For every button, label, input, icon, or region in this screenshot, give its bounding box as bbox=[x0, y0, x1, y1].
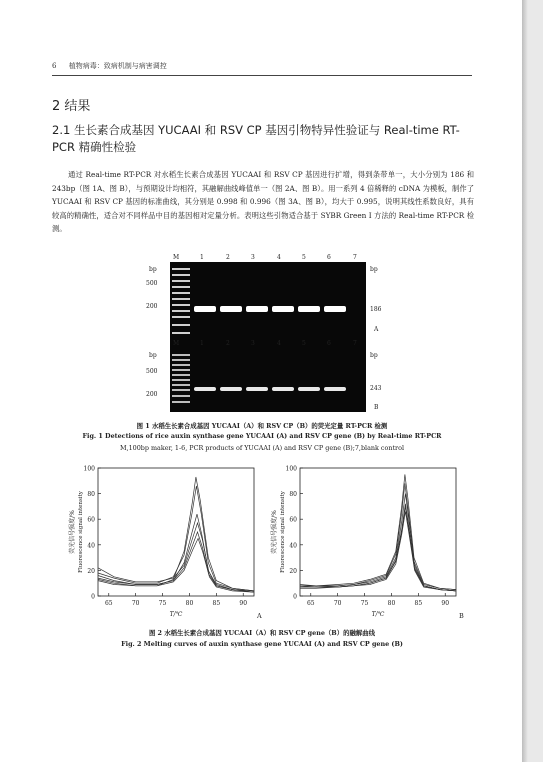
pcr-band bbox=[298, 387, 320, 391]
y-axis-label-cn: 荧光信号强度/% bbox=[271, 510, 278, 554]
lane-label: 2 bbox=[226, 254, 230, 261]
lane-label: 2 bbox=[226, 340, 230, 347]
y-tick-label: 60 bbox=[87, 516, 95, 524]
y-tick-label: 100 bbox=[285, 465, 297, 473]
ladder-band bbox=[172, 310, 190, 312]
ladder-label: 200 bbox=[146, 391, 158, 398]
x-tick-label: 70 bbox=[131, 600, 140, 607]
bp-label-right-a: bp bbox=[370, 266, 378, 273]
ladder-label: 500 bbox=[146, 280, 158, 287]
pcr-band bbox=[220, 306, 242, 312]
x-axis-label: T/℃ bbox=[371, 611, 385, 618]
melting-curve-plot-a bbox=[54, 462, 264, 622]
x-tick-label: 65 bbox=[306, 600, 315, 607]
fig1-caption-en: Fig. 1 Detections of rice auxin synthase gene YUCAAI (A) and RSV CP gene (B) by Real-time RT-PCR bbox=[82, 432, 442, 440]
bp-label-left-b: bp bbox=[149, 352, 157, 359]
x-tick-label: 80 bbox=[387, 600, 396, 607]
section-heading: 2 结果 bbox=[52, 99, 91, 114]
pcr-band bbox=[272, 387, 294, 391]
fig2-caption-en: Fig. 2 Melting curves of auxin synthase gene YUCAAI (A) and RSV CP gene (B) bbox=[121, 640, 403, 648]
lane-label: 6 bbox=[327, 254, 331, 261]
lane-label: 3 bbox=[251, 340, 255, 347]
ladder-band bbox=[172, 292, 190, 294]
gel-image-b bbox=[170, 349, 366, 412]
pcr-band bbox=[324, 306, 346, 312]
lane-label: M bbox=[173, 340, 180, 347]
page-shadow bbox=[522, 0, 528, 762]
melting-curve-series bbox=[98, 532, 254, 592]
lane-label: 5 bbox=[302, 254, 306, 261]
body-paragraph: 通过 Real-time RT-PCR 对水稻生长素合成基因 YUCAAI 和 RSV CP 基因进行扩增，得到条带单一，大小分别为 186 和 243bp（图 1A、图 B），与预期设计均相符，其融解曲线峰值单一（图 2A、图 B）。用一系列 4 倍稀释的 cDNA 为模板，制作了 YUCAAI 和 RSV CP 基因的标准曲线，其分别是 0.998 和 0.996（图 3A、图 B），均大于 0.995，说明其线性系数良好，具有较高的精确性，适合对不同样品中目的基因相对定量分析。表明这些引物适合基于 SYBR Green I 方法的 Real-time RT-PCR 检测。 bbox=[52, 170, 474, 233]
melting-curve-series bbox=[98, 523, 254, 591]
lane-label: 1 bbox=[200, 254, 204, 261]
bp-label-right-b: bp bbox=[370, 352, 378, 359]
y-tick-label: 0 bbox=[91, 593, 95, 601]
fig1-caption-cn: 图 1 水稻生长素合成基因 YUCAAI（A）和 RSV CP（B）的荧光定量 RT-PCR 检测 bbox=[136, 422, 388, 430]
melting-curve-series bbox=[300, 483, 456, 589]
x-tick-label: 75 bbox=[158, 600, 167, 607]
panel-label-a: A bbox=[374, 326, 379, 333]
ladder-band bbox=[172, 274, 190, 276]
y-tick-label: 40 bbox=[289, 542, 297, 550]
ladder-band bbox=[172, 324, 190, 326]
band-size-label-b: 243 bbox=[370, 385, 382, 392]
lane-label: 4 bbox=[277, 254, 281, 261]
pcr-band bbox=[324, 387, 346, 391]
melting-curve-series bbox=[300, 494, 456, 591]
bp-label-left-a: bp bbox=[149, 266, 157, 273]
melting-curve-series bbox=[300, 474, 456, 589]
ladder-band bbox=[172, 401, 190, 403]
ladder-band bbox=[172, 286, 190, 288]
pcr-band bbox=[194, 306, 216, 312]
y-tick-label: 40 bbox=[87, 542, 95, 550]
fig1-caption-note: M,100bp maker, 1-6, PCR products of YUCAAI (A) and RSV CP gene (B);7,blank control bbox=[120, 444, 404, 452]
ladder-band bbox=[172, 332, 190, 334]
melting-curve-plot-b bbox=[256, 462, 466, 622]
x-axis-label: T/℃ bbox=[169, 611, 183, 618]
ladder-band bbox=[172, 354, 190, 356]
y-axis-label-en: Fluorescence signal intensity bbox=[280, 491, 286, 573]
pcr-band bbox=[272, 306, 294, 312]
x-tick-label: 80 bbox=[185, 600, 194, 607]
y-tick-label: 100 bbox=[83, 465, 95, 473]
lane-label: 1 bbox=[200, 340, 204, 347]
ladder-band bbox=[172, 359, 190, 361]
lane-label: 7 bbox=[353, 254, 357, 261]
header-rule bbox=[52, 75, 472, 76]
page-number: 6 bbox=[52, 62, 57, 70]
y-tick-label: 20 bbox=[289, 567, 297, 575]
book-title: 植物病毒：致病机制与病害调控 bbox=[68, 62, 167, 70]
fig2-caption-cn: 图 2 水稻生长素合成基因 YUCAAI（A）和 RSV CP gene（B）的融解曲线 bbox=[148, 629, 376, 637]
ladder-band bbox=[172, 379, 190, 381]
ladder-band bbox=[172, 395, 190, 397]
ladder-band bbox=[172, 268, 190, 270]
ladder-band bbox=[172, 364, 190, 366]
ladder-band bbox=[172, 384, 190, 386]
ladder-band bbox=[172, 316, 190, 318]
lane-label: 5 bbox=[302, 340, 306, 347]
x-tick-label: 75 bbox=[360, 600, 369, 607]
melting-curve-series bbox=[98, 477, 254, 591]
ladder-label: 500 bbox=[146, 368, 158, 375]
subsection-heading: 2.1 生长素合成基因 YUCAAI 和 RSV CP 基因引物特异性验证与 Real-time RT-PCR 精确性检验 bbox=[52, 123, 460, 154]
pcr-band bbox=[246, 387, 268, 391]
y-tick-label: 80 bbox=[289, 491, 297, 499]
ladder-band bbox=[172, 304, 190, 306]
melting-curve-series bbox=[98, 514, 254, 592]
gel-image-a bbox=[170, 262, 366, 349]
x-tick-label: 85 bbox=[212, 600, 221, 607]
ladder-band bbox=[172, 389, 190, 391]
pcr-band bbox=[298, 306, 320, 312]
lane-label: 7 bbox=[353, 340, 357, 347]
lane-label: M bbox=[173, 254, 180, 261]
band-size-label-a: 186 bbox=[370, 306, 382, 313]
y-axis-label-cn: 荧光信号强度/% bbox=[69, 510, 76, 554]
y-tick-label: 20 bbox=[87, 567, 95, 575]
panel-label-b: B bbox=[374, 404, 379, 411]
running-header bbox=[52, 61, 167, 71]
x-tick-label: 90 bbox=[441, 600, 450, 607]
ladder-band bbox=[172, 298, 190, 300]
ladder-label: 200 bbox=[146, 303, 158, 310]
x-tick-label: 85 bbox=[414, 600, 423, 607]
pcr-band bbox=[194, 387, 216, 391]
ladder-band bbox=[172, 369, 190, 371]
pcr-band bbox=[246, 306, 268, 312]
y-tick-label: 60 bbox=[289, 516, 297, 524]
x-tick-label: 90 bbox=[239, 600, 248, 607]
lane-label: 3 bbox=[251, 254, 255, 261]
gel-bands-a bbox=[170, 262, 366, 349]
pcr-band bbox=[220, 387, 242, 391]
y-axis-label-en: Fluorescence signal intensity bbox=[78, 491, 84, 573]
panel-label: A bbox=[257, 612, 262, 620]
y-tick-label: 0 bbox=[293, 593, 297, 601]
x-tick-label: 65 bbox=[104, 600, 113, 607]
ladder-band bbox=[172, 374, 190, 376]
x-tick-label: 70 bbox=[333, 600, 342, 607]
y-tick-label: 80 bbox=[87, 491, 95, 499]
gel-bands-b bbox=[170, 349, 366, 412]
lane-label: 6 bbox=[327, 340, 331, 347]
ladder-band bbox=[172, 280, 190, 282]
panel-label: B bbox=[459, 612, 464, 620]
lane-label: 4 bbox=[277, 340, 281, 347]
